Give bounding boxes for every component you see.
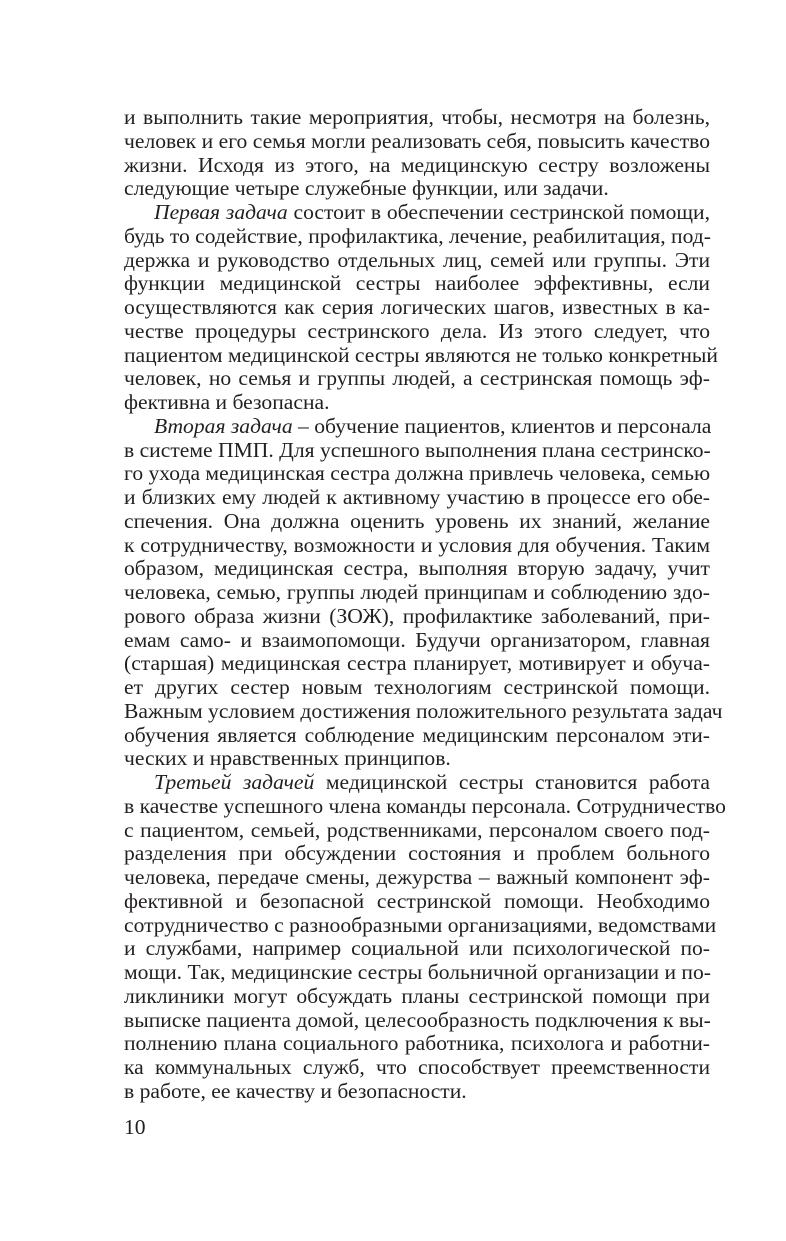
italic-term: Вторая задача: [154, 413, 293, 438]
text-line: и службами, например социальной или психологической по-: [124, 936, 710, 961]
text-line: фективна и безопасна.: [124, 390, 330, 414]
line-text: – обучение пациентов, клиентов и персонала: [292, 413, 712, 438]
line-text: медицинской сестры становится работа: [314, 770, 710, 794]
italic-term: Третьей задачей: [154, 770, 315, 794]
text-line: держка и руководство отдельных лиц, семей или группы. Эти: [124, 247, 710, 272]
text-line: пациентом медицинской сестры являются не только конкретный: [124, 342, 718, 367]
text-line: [124, 201, 710, 225]
text-line: Важным условием достижения положительного результата задач: [124, 698, 723, 723]
paragraph: [124, 770, 726, 1104]
text-line: осуществляются как серия логических шагов, известных в ка-: [124, 295, 710, 319]
text-line: человек и его семья могли реализовать себя, повысить качество: [124, 128, 710, 153]
text-line: человек, но семья и группы людей, а сестринская помощь эф-: [124, 366, 710, 391]
text-line: ческих и нравственных принципов.: [124, 746, 451, 771]
paragraph: [124, 200, 718, 415]
text-line: в работе, ее качеству и безопасности.: [124, 1078, 467, 1103]
text-line: фективной и безопасной сестринской помощи. Необходимо: [124, 888, 710, 913]
text-line: спечения. Она должна оценить уровень их знаний, желание: [124, 508, 710, 533]
text-line: следующие четыре служебные функции, или задачи.: [124, 176, 609, 201]
text-line: сотрудничество с разнообразными организациями, ведомствами: [124, 912, 717, 937]
text-line: и выполнить такие мероприятия, чтобы, несмотря на болезнь,: [124, 105, 710, 129]
text-line: ка коммунальных служб, что способствует преемственности: [124, 1055, 710, 1079]
text-line: выписке пациента домой, целесообразность подключения к вы-: [124, 1007, 711, 1032]
text-line: функции медицинской сестры наиболее эффективны, если: [124, 271, 710, 296]
text-line: жизни. Исходя из этого, на медицинскую сестру возложены: [124, 152, 710, 177]
text-line: человека, передаче смены, дежурства – важный компонент эф-: [124, 865, 710, 889]
paragraph: [124, 106, 710, 201]
text-line: с пациентом, семьей, родственниками, персоналом своего под-: [124, 817, 710, 842]
text-line: разделения при обсуждении состояния и проблем больного: [124, 841, 710, 866]
text-line: ликлиники могут обсуждать планы сестринской помощи при: [124, 983, 710, 1008]
text-line: [124, 415, 710, 439]
text-line: к сотрудничеству, возможности и условия для обучения. Таким: [124, 532, 710, 557]
text-line: [124, 771, 710, 795]
text-line: образом, медицинская сестра, выполняя вторую задачу, учит: [124, 556, 710, 581]
text-line: полнению плана социального работника, психолога и работни-: [124, 1031, 710, 1056]
text-line: ет других сестер новым технологиям сестринской помощи.: [124, 675, 710, 699]
text-line: человека, семью, группы людей принципам и соблюдению здо-: [124, 580, 710, 604]
page-body: [124, 105, 726, 1104]
text-line: и близких ему людей к активному участию в процессе его обе-: [124, 485, 710, 509]
text-line: рового образа жизни (ЗОЖ), профилактике заболеваний, при-: [124, 603, 710, 628]
line-text: состоит в обеспечении сестринской помощи,: [287, 200, 710, 224]
paragraph: [124, 413, 723, 771]
text-line: будь то содействие, профилактика, лечение, реабилитация, под-: [124, 223, 711, 248]
italic-term: Первая задача: [154, 200, 288, 224]
text-line: честве процедуры сестринского дела. Из этого следует, что: [124, 318, 710, 343]
text-line: в качестве успешного члена команды персонала. Сотрудничество: [124, 793, 726, 818]
text-line: в системе ПМП. Для успешного выполнения плана сестринско-: [124, 437, 711, 462]
text-line: мощи. Так, медицинские сестры больничной организации и по-: [124, 960, 711, 984]
text-line: обучения является соблюдение медицинским персоналом эти-: [124, 722, 710, 747]
text-line: го ухода медицинская сестра должна привлечь человека, семью: [124, 461, 711, 486]
text-line: емам само- и взаимопомощи. Будучи организатором, главная: [124, 627, 710, 652]
page-number: 10: [124, 1115, 146, 1139]
text-line: (старшая) медицинская сестра планирует, мотивирует и обуча-: [124, 651, 710, 676]
